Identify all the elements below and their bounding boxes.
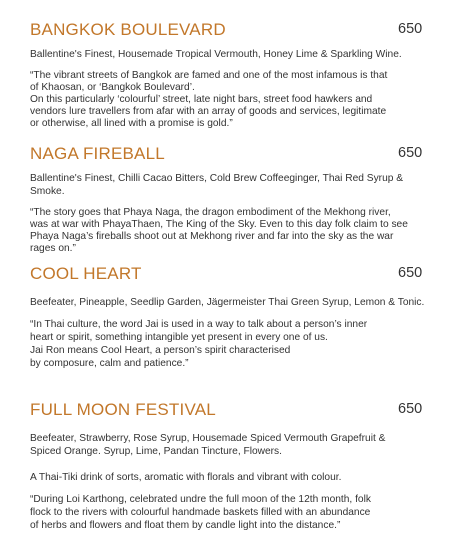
story-line: of herbs and flowers and float them by candle light into the distance.” [30,520,341,531]
item-header [30,144,430,168]
item-note: A Thai-Tiki drink of sorts, aromatic with florals and vibrant with colour. [30,472,342,483]
story-line: rages on.” [30,243,76,254]
story-line: On this particularly ‘colourful’ street, late night bars, street food hawkers and [30,94,373,105]
story-line: “During Loi Karthong, celebrated undre the full moon of the 12th month, folk [30,494,371,505]
item-price: 650 [398,21,423,37]
item-ingredients: Ballentine's Finest, Housemade Tropical Vermouth, Honey Lime & Sparkling Wine. [30,49,402,60]
item-title: BANGKOK BOULEVARD [30,20,226,39]
menu-item-bangkok-boulevard [30,20,430,130]
item-header [30,264,430,288]
item-ingredients: Beefeater, Pineapple, Seedlip Garden, Jägermeister Thai Green Syrup, Lemon & Tonic. [30,297,425,308]
item-title: FULL MOON FESTIVAL [30,400,216,419]
item-title: COOL HEART [30,264,142,283]
ingredients-line: Beefeater, Strawberry, Rose Syrup, Housemade Spiced Vermouth Grapefruit & [30,433,386,444]
story-line: “The vibrant streets of Bangkok are famed and one of the most infamous is that [30,70,388,81]
story-line: flock to the rivers with colourful handmade baskets filled with an abundance [30,507,371,518]
item-story [30,207,430,255]
story-line: heart or spirit, something intangible yet present in every one of us. [30,332,328,343]
menu-item-naga-fireball [30,144,430,255]
story-line: by composure, calm and patience.” [30,358,189,369]
ingredients-line: Spiced Orange. Syrup, Lime, Pandan Tincture, Flowers. [30,446,282,457]
story-line: Jai Ron means Cool Heart, a person’s spirit characterised [30,345,291,356]
story-line: of Khaosan, or ‘Bangkok Boulevard’. [30,82,195,93]
item-story [30,493,430,532]
story-line: “In Thai culture, the word Jai is used in a way to talk about a person’s inner [30,319,368,330]
item-header [30,20,430,44]
item-ingredients: Ballentine's Finest, Chilli Cacao Bitters, Cold Brew Coffeeginger, Thai Red Syrup & Smoke. [30,173,404,197]
item-price: 650 [398,401,423,417]
item-header [30,400,430,424]
item-story [30,318,430,370]
item-price: 650 [398,145,423,161]
item-price: 650 [398,265,423,281]
story-line: “The story goes that Phaya Naga, the dragon embodiment of the Mekhong river, [30,207,391,218]
story-line: or otherwise, all lined with a promise is gold.” [30,118,233,129]
story-line: vendors lure travellers from afar with an array of goods and services, legitimate [30,106,387,117]
story-line: was at war with PhayaThaen, The King of the Sky. Even to this day folk claim to see [30,219,408,230]
menu-item-full-moon-festival [30,400,430,532]
item-title: NAGA FIREBALL [30,144,165,163]
story-line: Phaya Naga’s fireballs shoot out at Mekhong river and far into the sky as the war [30,231,394,242]
item-story [30,70,430,130]
menu-item-cool-heart [30,264,430,370]
item-ingredients [30,432,430,458]
